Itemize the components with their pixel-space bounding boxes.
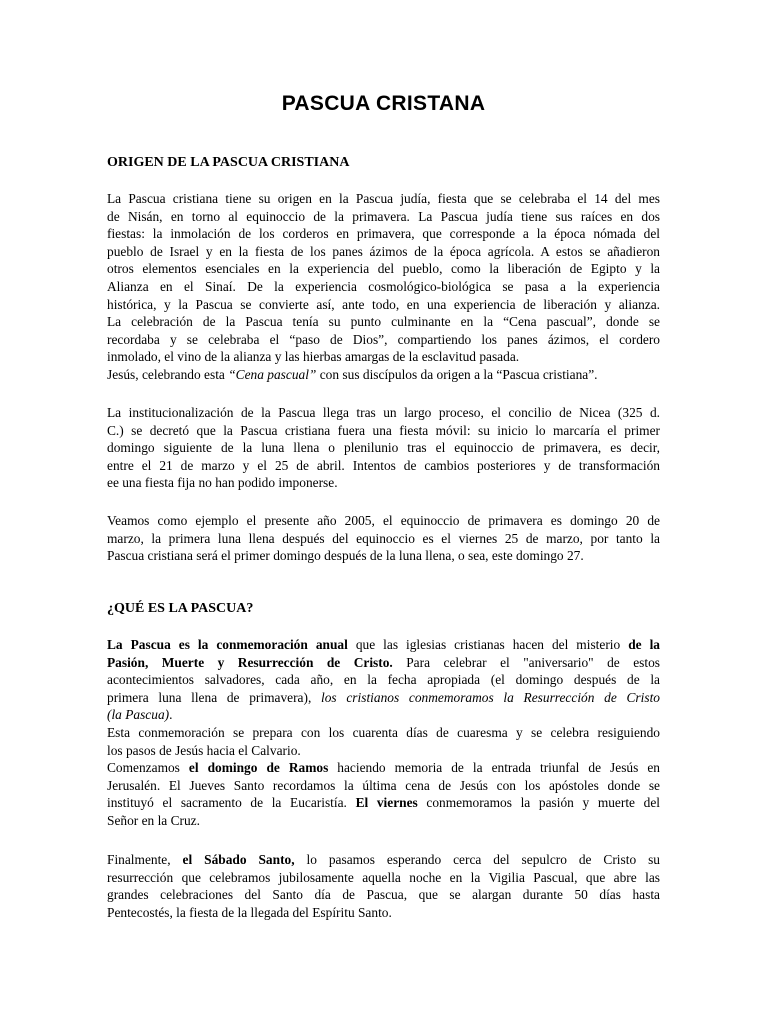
text-run: con sus discípulos da origen a la “Pascua cristiana”. — [316, 366, 598, 382]
paragraph-que-es-1 — [107, 636, 660, 830]
text-line: de Nisán, en torno al equinoccio de la primavera. La Pascua judía tiene sus raíces en dos — [107, 208, 660, 224]
text-run: Para celebrar el "aniversario" de estos — [392, 654, 660, 670]
text-line — [107, 636, 660, 654]
text-line — [107, 851, 660, 869]
text-line: Alianza en el Sinaí. De la experiencia cosmológico-biológica se pasa a la experiencia — [107, 278, 660, 294]
text-line: Señor en la Cruz. — [107, 812, 200, 828]
text-line: los pasos de Jesús hacia el Calvario. — [107, 742, 301, 758]
text-line: Pentecostés, la fiesta de la llegada del Espíritu Santo. — [107, 904, 392, 920]
text-line: grandes celebraciones del Santo día de Pascua, que se alargan durante 50 días hasta — [107, 887, 660, 903]
text-line: La institucionalización de la Pascua llega tras un largo proceso, el concilio de Nicea (325 d. — [107, 405, 660, 420]
bold-run: El viernes — [355, 795, 418, 811]
section-heading-origen: ORIGEN DE LA PASCUA CRISTIANA — [107, 155, 350, 170]
paragraph-origen-3 — [107, 512, 660, 565]
text-line: marzo, la primera luna llena después del equinoccio es el viernes 25 de marzo, por tanto la — [107, 530, 660, 546]
bold-run: de la — [628, 637, 660, 652]
text-run: Jesús, celebrando esta — [107, 366, 229, 382]
text-line: Pascua cristiana será el primer domingo después de la luna llena, o sea, este domingo 27. — [107, 548, 584, 564]
text-line: ee una fiesta fija no han podido imponerse. — [107, 475, 338, 491]
text-run: Finalmente, — [107, 852, 183, 867]
text-run: . — [169, 707, 173, 723]
text-line: otros elementos esenciales en la experiencia del pueblo, como la liberación de Egipto y la — [107, 261, 660, 277]
text-line: pueblo de Israel y en la fiesta de los panes ázimos de la época agrícola. A estos se añadieron — [107, 243, 660, 259]
text-run: lo pasamos esperando cerca del sepulcro de Cristo su — [294, 852, 660, 867]
text-line: Jerusalén. El Jueves Santo recordamos la última cena de Jesús con los apóstoles donde se — [107, 777, 660, 793]
text-line: Veamos como ejemplo el presente año 2005, el equinoccio de primavera es domingo 20 de — [107, 513, 660, 528]
document-title: PASCUA CRISTANA — [281, 92, 486, 115]
text-run: instituyó el sacramento de la Eucaristía. — [107, 795, 356, 811]
italic-run: “Cena pascual” — [228, 366, 317, 382]
italic-run: los cristianos conmemoramos la Resurrección de Cristo — [321, 689, 660, 705]
text-line — [107, 689, 660, 707]
text-line — [107, 794, 660, 812]
text-line: acontecimientos salvadores, cada año, en la fecha apropiada (el domingo después de la — [107, 672, 660, 688]
bold-run: Pasión, Muerte y Resurrección de Cristo. — [107, 654, 393, 670]
paragraph-origen-2 — [107, 404, 660, 492]
paragraph-que-es-4 — [107, 851, 660, 921]
text-line: entre el 21 de marzo y el 25 de abril. Intentos de cambios posteriores y de transformación — [107, 457, 660, 473]
text-line — [107, 706, 660, 724]
text-line: fiestas: la inmolación de los corderos en primavera, que corresponde a la época nómada del — [107, 226, 660, 242]
text-line: Esta conmemoración se prepara con los cuarenta días de cuaresma y se celebra resiguiendo — [107, 724, 660, 740]
bold-run: el Sábado Santo, — [182, 852, 295, 867]
text-line — [107, 366, 660, 384]
text-line: domingo siguiente de la luna llena o plenilunio tras el equinoccio de primavera, es decir, — [107, 440, 660, 456]
text-line — [107, 759, 660, 777]
text-line: histórica, y la Pascua se convierte así, ante todo, en una experiencia de liberación y alianza. — [107, 296, 660, 312]
bold-run: el domingo de Ramos — [188, 760, 329, 776]
text-line: recordaba y se celebraba el “paso de Dios”, compartiendo los panes ázimos, el cordero — [107, 331, 660, 347]
section-heading-que-es: ¿QUÉ ES LA PASCUA? — [107, 601, 254, 616]
text-run: primera luna llena de primavera), — [107, 689, 322, 705]
text-line — [107, 654, 660, 672]
text-line: resurrección que celebramos jubilosamente aquella noche en la Vigilia Pascual, que abre las — [107, 869, 660, 885]
text-run: que las iglesias cristianas hacen del misterio — [347, 637, 629, 652]
text-line: inmolado, el vino de la alianza y las hierbas amargas de la esclavitud pasada. — [107, 349, 520, 365]
text-line: La Pascua cristiana tiene su origen en la Pascua judía, fiesta que se celebraba el 14 del mes — [107, 191, 660, 206]
text-run: haciendo memoria de la entrada triunfal de Jesús en — [328, 760, 660, 776]
bold-run: La Pascua es la conmemoración anual — [107, 637, 348, 652]
text-run: Comenzamos — [107, 760, 189, 776]
text-line: La celebración de la Pascua tenía su punto culminante en la “Cena pascual”, donde se — [107, 314, 660, 330]
text-line: C.) se decretó que la Pascua cristiana fuera una fiesta móvil: su inicio lo marcaría el primer — [107, 422, 660, 438]
italic-run: (la Pascua) — [107, 707, 170, 723]
paragraph-origen-1 — [107, 190, 660, 384]
text-run: conmemoramos la pasión y muerte del — [417, 795, 661, 811]
